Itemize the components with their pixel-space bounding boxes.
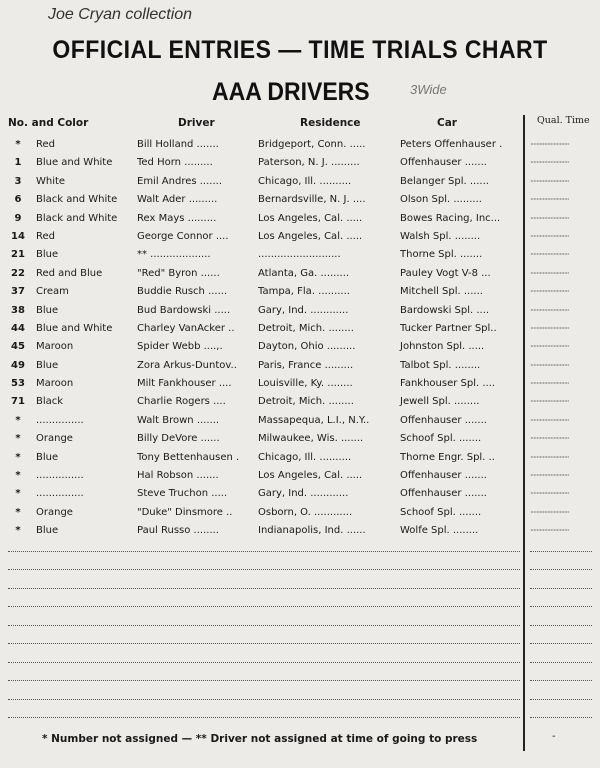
entry-color: ...............	[36, 488, 84, 500]
entry-number: 3	[14, 175, 22, 187]
entry-color: ...............	[36, 470, 84, 482]
entry-color: Orange	[36, 506, 73, 518]
entry-driver: Spider Webb ....,.	[137, 341, 223, 353]
entry-car: Pauley Vogt V-8 ...	[400, 267, 491, 279]
entry-row	[0, 320, 600, 338]
entry-number: 1	[14, 157, 22, 169]
entry-qual-time-blank: ·························	[530, 250, 569, 260]
blank-entry-row	[0, 707, 600, 726]
page-subtitle: AAA DRIVERS	[212, 78, 370, 106]
entry-qual-time-blank: ·························	[530, 507, 569, 517]
blank-entry-row	[0, 559, 600, 578]
entry-car: Thorne Spl. .......	[400, 249, 483, 261]
entry-car: Thorne Engr. Spl. ..	[400, 451, 495, 463]
entry-car: Offenhauser .......	[400, 414, 487, 426]
entry-driver: Rex Mays .........	[137, 212, 217, 224]
entry-car: Johnston Spl. .....	[400, 341, 485, 353]
entry-color: Blue	[36, 249, 59, 261]
entry-number: *	[15, 525, 21, 537]
column-header-residence: Residence	[300, 117, 361, 129]
entry-residence: Tampa, Fla. ..........	[258, 286, 350, 298]
entry-qual-time-blank: ·························	[530, 471, 569, 481]
entry-number: *	[15, 414, 21, 426]
blank-entry-row	[0, 633, 600, 652]
entry-driver: ** ...................	[137, 249, 211, 261]
blank-time-dotted-line	[530, 662, 592, 663]
blank-entry-dotted-line	[8, 569, 520, 570]
entry-residence: Osborn, O. ............	[258, 506, 353, 518]
blank-entry-row	[0, 615, 600, 634]
blank-time-dotted-line	[530, 643, 592, 644]
entry-color: Orange	[36, 433, 73, 445]
entry-color: ...............	[36, 414, 84, 426]
entry-color: Red	[36, 139, 55, 150]
entry-driver: Milt Fankhouser ....	[137, 378, 232, 390]
entry-car: Belanger Spl. ......	[400, 175, 489, 187]
entry-row	[0, 228, 600, 246]
entry-residence: Gary, Ind. ............	[258, 304, 349, 316]
entry-number: 45	[11, 341, 25, 353]
entry-driver: Tony Bettenhausen .	[137, 451, 240, 463]
entry-number: 22	[11, 267, 25, 279]
entry-residence: Los Angeles, Cal. .....	[258, 230, 363, 242]
entry-color: Red	[36, 230, 55, 242]
entry-number: 53	[11, 378, 25, 390]
entry-row	[0, 393, 600, 411]
blank-entry-dotted-line	[8, 551, 520, 552]
entry-residence: Los Angeles, Cal. .....	[258, 212, 363, 224]
entry-car: Walsh Spl. ........	[400, 230, 481, 242]
blank-entry-dotted-line	[8, 606, 520, 607]
entry-color: Blue and White	[36, 322, 113, 334]
blank-entry-dotted-line	[8, 625, 520, 626]
blank-entry-dotted-line	[8, 662, 520, 663]
entry-row	[0, 246, 600, 264]
entry-qual-time-blank: ·························	[530, 176, 569, 186]
entry-number: 38	[11, 304, 25, 316]
entry-row	[0, 283, 600, 301]
entry-qual-time-blank: ·························	[530, 397, 569, 407]
entry-driver: Bud Bardowski .....	[137, 304, 231, 316]
entry-car: Bowes Racing, Inc...	[400, 212, 501, 224]
entry-row	[0, 375, 600, 393]
entry-number: 71	[11, 396, 25, 408]
entry-driver: Bill Holland .......	[137, 139, 219, 150]
blank-time-dotted-line	[530, 625, 592, 626]
entry-qual-time-blank: ·························	[530, 489, 569, 499]
blank-entry-row	[0, 689, 600, 708]
entry-row	[0, 173, 600, 191]
entry-driver: Charlie Rogers ....	[137, 396, 226, 408]
column-header-no-color: No. and Color	[8, 117, 89, 129]
entry-qual-time-blank: ·························	[530, 452, 569, 462]
blank-entry-row	[0, 670, 600, 689]
entry-number: *	[15, 506, 21, 518]
entry-row	[0, 265, 600, 283]
entry-row	[0, 522, 600, 540]
subtitle-watermark: 3Wide	[410, 82, 447, 97]
entry-driver: Walt Ader .........	[137, 194, 218, 206]
entry-car: Jewell Spl. ........	[400, 396, 480, 408]
entry-number: 14	[11, 230, 25, 242]
blank-time-dotted-line	[530, 717, 592, 718]
blank-entry-row	[0, 541, 600, 560]
entry-residence: Detroit, Mich. ........	[258, 322, 354, 334]
entry-car: Offenhauser .......	[400, 157, 487, 169]
entry-car: Bardowski Spl. ....	[400, 304, 490, 316]
entry-number: 44	[11, 322, 25, 334]
entry-driver: Steve Truchon .....	[137, 488, 228, 500]
entry-residence: Bridgeport, Conn. .....	[258, 139, 366, 150]
entry-driver: Walt Brown .......	[137, 414, 220, 426]
entry-color: Red and Blue	[36, 267, 103, 279]
entry-number: 49	[11, 359, 25, 371]
entry-number: 21	[11, 249, 25, 261]
entry-driver: "Red" Byron ......	[137, 267, 220, 279]
entry-residence: ..........................	[258, 249, 341, 261]
entry-car: Mitchell Spl. ......	[400, 286, 483, 298]
entry-color: Blue	[36, 525, 59, 537]
entry-residence: Indianapolis, Ind. ......	[258, 525, 366, 537]
entry-residence: Chicago, Ill. ..........	[258, 451, 352, 463]
blank-time-dotted-line	[530, 606, 592, 607]
blank-entry-dotted-line	[8, 680, 520, 681]
blank-entry-dotted-line	[8, 717, 520, 718]
entry-row	[0, 302, 600, 320]
entry-color: Blue	[36, 451, 59, 463]
entry-qual-time-blank: ·························	[530, 231, 569, 241]
entry-qual-time-blank: ·························	[530, 360, 569, 370]
entry-number: 6	[14, 194, 22, 206]
entry-car: Schoof Spl. .......	[400, 506, 482, 518]
entry-qual-time-blank: ·························	[530, 434, 569, 444]
entry-car: Offenhauser .......	[400, 470, 487, 482]
entry-color: Blue and White	[36, 157, 113, 169]
entry-qual-time-blank: ·························	[530, 195, 569, 205]
entry-qual-time-blank: ·························	[530, 287, 569, 297]
entry-driver: "Duke" Dinsmore ..	[137, 506, 233, 518]
blank-time-dotted-line	[530, 588, 592, 589]
entry-driver: George Connor ....	[137, 230, 229, 242]
entry-driver: Billy DeVore ......	[137, 433, 220, 445]
entry-number: 9	[14, 212, 22, 224]
entry-color: Maroon	[36, 378, 74, 390]
entry-driver: Hal Robson .......	[137, 470, 219, 482]
blank-time-dotted-line	[530, 680, 592, 681]
entry-driver: Paul Russo ........	[137, 525, 219, 537]
entry-qual-time-blank: ·························	[530, 158, 569, 168]
collection-watermark: Joe Cryan collection	[48, 6, 193, 23]
entry-color: Blue	[36, 359, 59, 371]
entry-number: *	[15, 488, 21, 500]
entry-color: Cream	[36, 286, 69, 298]
entry-qual-time-blank: ·························	[530, 323, 569, 333]
entry-row	[0, 485, 600, 503]
blank-time-dotted-line	[530, 569, 592, 570]
blank-entry-row	[0, 578, 600, 597]
entry-residence: Louisville, Ky. ........	[258, 378, 353, 390]
entry-row	[0, 357, 600, 375]
entry-row	[0, 191, 600, 209]
entry-driver: Charley VanAcker ..	[137, 322, 235, 334]
entry-residence: Paterson, N. J. .........	[258, 157, 360, 169]
entry-number: *	[15, 470, 21, 482]
entry-residence: Dayton, Ohio .........	[258, 341, 356, 353]
entry-number: 37	[11, 286, 25, 298]
entry-row	[0, 154, 600, 172]
entry-qual-time-blank: ·························	[530, 268, 569, 278]
entry-number: *	[15, 139, 21, 150]
entry-number: *	[15, 451, 21, 463]
entry-color: Blue	[36, 304, 59, 316]
entry-qual-time-blank: ·························	[530, 305, 569, 315]
entry-row	[0, 449, 600, 467]
blank-entry-dotted-line	[8, 699, 520, 700]
entry-row	[0, 504, 600, 522]
entry-residence: Los Angeles, Cal. .....	[258, 470, 363, 482]
blank-time-dotted-line	[530, 551, 592, 552]
entry-row	[0, 412, 600, 430]
blank-time-dotted-line	[530, 699, 592, 700]
column-header-car: Car	[437, 117, 457, 129]
entry-driver: Zora Arkus-Duntov..	[137, 359, 237, 371]
entry-car: Talbot Spl. ........	[400, 359, 481, 371]
entry-car: Fankhouser Spl. ....	[400, 378, 496, 390]
entry-car: Schoof Spl. .......	[400, 433, 482, 445]
entry-car: Peters Offenhauser .	[400, 139, 503, 150]
column-header-qual-time: Qual. Time	[537, 115, 590, 126]
entry-number: *	[15, 433, 21, 445]
entry-residence: Milwaukee, Wis. .......	[258, 433, 364, 445]
blank-entry-dotted-line	[8, 643, 520, 644]
blank-entry-row	[0, 652, 600, 671]
entry-driver: Emil Andres .......	[137, 175, 223, 187]
entry-qual-time-blank: ·························	[530, 379, 569, 389]
entry-car: Olson Spl. .........	[400, 194, 482, 206]
entry-residence: Gary, Ind. ............	[258, 488, 349, 500]
entry-driver: Ted Horn .........	[137, 157, 213, 169]
entry-row	[0, 210, 600, 228]
column-header-driver: Driver	[178, 117, 215, 129]
entry-driver: Buddie Rusch ......	[137, 286, 228, 298]
entry-row	[0, 430, 600, 448]
entry-color: Black	[36, 396, 64, 408]
entries-table	[0, 136, 600, 726]
blank-entry-row	[0, 596, 600, 615]
entry-residence: Bernardsville, N. J. ....	[258, 194, 366, 206]
page-title: OFFICIAL ENTRIES — TIME TRIALS CHART	[52, 36, 548, 64]
entry-color: Maroon	[36, 341, 74, 353]
entry-qual-time-blank: ·························	[530, 526, 569, 536]
entry-residence: Detroit, Mich. ........	[258, 396, 354, 408]
entry-residence: Chicago, Ill. ..........	[258, 175, 352, 187]
entry-residence: Massapequa, L.I., N.Y..	[258, 414, 370, 426]
entry-car: Offenhauser .......	[400, 488, 487, 500]
entry-car: Wolfe Spl. ........	[400, 525, 479, 537]
footnote-dash: -	[552, 731, 556, 742]
entry-color: White	[36, 175, 66, 187]
entry-color: Black and White	[36, 194, 118, 206]
footnote: * Number not assigned — ** Driver not assigned at time of going to press	[42, 733, 478, 745]
entry-qual-time-blank: ·························	[530, 140, 569, 149]
blank-entry-dotted-line	[8, 588, 520, 589]
entry-qual-time-blank: ·························	[530, 415, 569, 425]
entry-color: Black and White	[36, 212, 118, 224]
entry-row	[0, 467, 600, 485]
entry-row	[0, 136, 600, 154]
entry-residence: Atlanta, Ga. .........	[258, 267, 350, 279]
entry-residence: Paris, France .........	[258, 359, 354, 371]
entry-qual-time-blank: ·························	[530, 342, 569, 352]
entry-car: Tucker Partner Spl..	[400, 322, 497, 334]
entry-qual-time-blank: ·························	[530, 213, 569, 223]
entry-row	[0, 338, 600, 356]
